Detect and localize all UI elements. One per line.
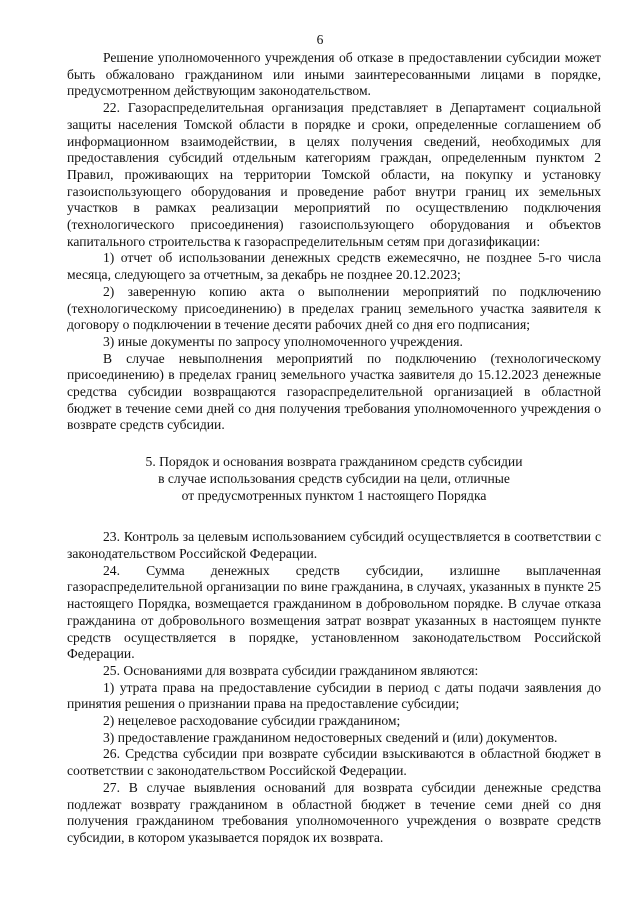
section-heading-line: 5. Порядок и основания возврата гражданином средств субсидии — [145, 454, 523, 470]
page-number: 6 — [316, 32, 324, 47]
spacer — [67, 434, 601, 454]
paragraph-24: 24. Сумма денежных средств субсидии, излишне выплаченная газораспределительной организации по вине гражданина, в случаях, указанных в пункте 25 настоящего Порядка, возмещается гражданином в добровольном порядке. В случае отказа гражданина от добровольного возмещения затрат возврат указанных в настоящем пункте средств осуществляется в порядке, установленном законодательством Российской Федерации. — [67, 562, 601, 662]
paragraph-appeal: Решение уполномоченного учреждения об отказе в предоставлении субсидии может быть обжаловано гражданином или иными заинтересованными лицами в порядке, предусмотренном действующим законодательством. — [67, 50, 601, 99]
list-item-22-3: 3) иные документы по запросу уполномоченного учреждения. — [103, 333, 463, 349]
list-item-22-1: 1) отчет об использовании денежных средств ежемесячно, не позднее 5-го числа месяца, следующего за отчетным, за декабрь не позднее 20.12.2023; — [67, 250, 601, 283]
paragraph-23: 23. Контроль за целевым использованием субсидий осуществляется в соответствии с законодательством Российской Федерации. — [67, 529, 601, 561]
paragraph-27: 27. В случае выявления оснований для возврата субсидии денежные средства подлежат возврату гражданином в областной бюджет в течение семи дней со дня получения гражданином требования уполномоченного учреждения о возврате средств субсидии, в котором указывается порядок их возврата. — [67, 779, 601, 845]
list-item-25-1: 1) утрата права на предоставление субсидии в период с даты подачи заявления до принятия решения о признании права на предоставление субсидии; — [67, 679, 601, 712]
section-heading-line: в случае использования средств субсидии на цели, отличные — [158, 470, 510, 486]
paragraph-26: 26. Средства субсидии при возврате субсидии взыскиваются в областной бюджет в соответствии с законодательством Российской Федерации. — [67, 746, 601, 779]
section-heading-line: от предусмотренных пунктом 1 настоящего Порядка — [181, 487, 487, 503]
paragraph-22: 22. Газораспределительная организация представляет в Департамент социальной защиты населения Томской области в порядке и сроки, определенные соглашением об информационном взаимодействии, в целях получения сведений, необходимых для предоставления субсидий отдельным категориям граждан, определенным пунктом 2 Правил, проживающих на территории Томской области, на покупку и установку газоиспользующего оборудования и проведение работ внутри границ их земельных участков в рамках реализации мероприятий по осуществлению подключения (технологического присоединения) газоиспользующего оборудования и объектов капитального строительства к газораспределительным сетям при догазификации: — [67, 100, 601, 249]
list-item-25-2: 2) нецелевое расходование субсидии гражданином; — [103, 713, 401, 729]
document-body — [67, 50, 601, 847]
section-heading — [67, 454, 601, 504]
spacer — [67, 504, 601, 529]
paragraph-non-fulfillment: В случае невыполнения мероприятий по подключению (технологическому присоединению) в пределах границ земельного участка заявителя до 15.12.2023 денежные средства субсидии возвращаются газораспределительной организацией в областной бюджет в течение семи дней со дня получения требования уполномоченного учреждения о возврате средств субсидии. — [67, 350, 601, 433]
paragraph-25: 25. Основаниями для возврата субсидии гражданином являются: — [103, 662, 479, 678]
list-item-22-2: 2) заверенную копию акта о выполнении мероприятий по подключению (технологическому присоединению) в пределах границ земельного участка заявителя к договору о подключении в течение десяти рабочих дней со дня его подписания; — [67, 283, 601, 333]
list-item-25-3: 3) предоставление гражданином недостоверных сведений и (или) документов. — [103, 729, 558, 745]
